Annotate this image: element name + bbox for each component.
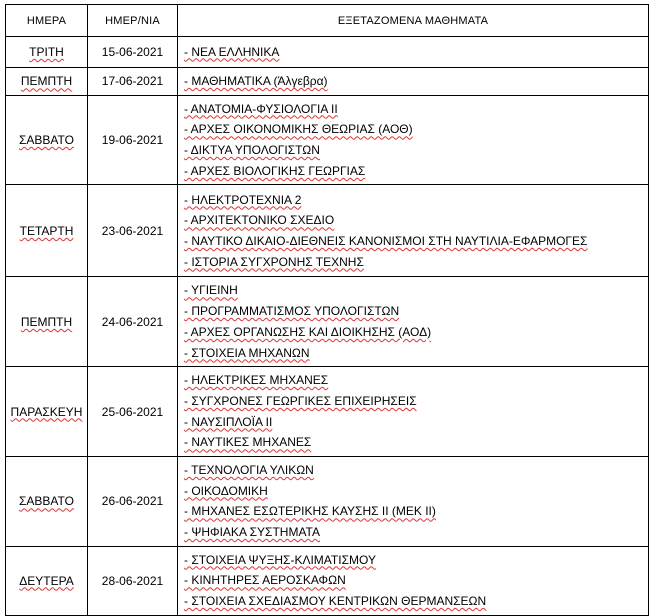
subject-text: - ΣΥΓΧΡΟΝΕΣ ΓΕΩΡΓΙΚΕΣ ΕΠΙΧΕΙΡΗΣΕΙΣ [184, 393, 417, 408]
subjects-cell [178, 95, 649, 185]
table-header-row [6, 5, 649, 37]
subject-item [184, 481, 648, 502]
subject-item [184, 570, 648, 591]
subject-text: - ΚΙΝΗΤΗΡΕΣ ΑΕΡΟΣΚΑΦΩΝ [184, 573, 346, 588]
day-cell [6, 277, 88, 367]
subject-text: - ΑΝΑΤΟΜΙΑ-ΦΥΣΙΟΛΟΓΙΑ ΙΙ [184, 101, 338, 116]
day-label: ΤΡΙΤΗ [29, 45, 64, 59]
subject-item [184, 190, 648, 211]
subjects-cell [178, 367, 649, 457]
subject-item [184, 99, 648, 120]
date-cell: 25-06-2021 [88, 367, 178, 457]
table-row [6, 546, 649, 615]
date-cell: 19-06-2021 [88, 95, 178, 185]
subject-item [184, 71, 648, 92]
subject-text: - ΑΡΧΕΣ ΟΙΚΟΝΟΜΙΚΗΣ ΘΕΩΡΙΑΣ (ΑΟΘ) [184, 122, 413, 137]
table-row [6, 277, 649, 367]
date-cell: 26-06-2021 [88, 456, 178, 546]
subject-text: - ΣΤΟΙΧΕΙΑ ΜΗΧΑΝΩΝ [184, 345, 310, 360]
table-row [6, 95, 649, 185]
header-subjects: ΕΞΕΤΑΖΟΜΕΝΑ ΜΑΘΗΜΑΤΑ [178, 5, 649, 37]
day-cell [6, 546, 88, 615]
subject-text: - ΜΑΘΗΜΑΤΙΚΑ (Άλγεβρα) [184, 74, 328, 88]
date-cell: 15-06-2021 [88, 37, 178, 68]
subjects-cell [178, 456, 649, 546]
subject-text: - ΔΙΚΤΥΑ ΥΠΟΛΟΓΙΣΤΩΝ [184, 143, 320, 158]
table-row [6, 185, 649, 277]
subject-item [184, 42, 648, 63]
day-cell [6, 185, 88, 277]
date-cell: 24-06-2021 [88, 277, 178, 367]
subject-item [184, 210, 648, 231]
table-row [6, 456, 649, 546]
day-label: ΠΕΜΠΤΗ [20, 74, 73, 89]
subject-item [184, 412, 648, 433]
subjects-cell [178, 68, 649, 96]
subject-text: - ΙΣΤΟΡΙΑ ΣΥΓΧΡΟΝΗΣ ΤΕΧΝΗΣ [184, 254, 364, 269]
subject-item [184, 391, 648, 412]
date-cell: 17-06-2021 [88, 68, 178, 96]
subject-item [184, 501, 648, 522]
subject-item [184, 140, 648, 161]
subjects-cell [178, 37, 649, 68]
subject-item [184, 322, 648, 343]
subject-text: - ΗΛΕΚΤΡΟΤΕΧΝΙΑ 2 [184, 192, 302, 207]
day-label: ΤΕΤΑΡΤΗ [19, 223, 74, 238]
subject-text: - ΟΙΚΟΔΟΜΙΚΗ [184, 483, 268, 498]
subject-text: - ΣΤΟΙΧΕΙΑ ΣΧΕΔΙΑΣΜΟΥ ΚΕΝΤΡΙΚΩΝ ΘΕΡΜΑΝΣΕΩΝ [184, 594, 487, 609]
subject-text: - ΥΓΙΕΙΝΗ [184, 283, 238, 298]
subject-item [184, 550, 648, 571]
subject-text: - ΑΡΧΕΣ ΟΡΓΑΝΩΣΗΣ ΚΑΙ ΔΙΟΙΚΗΣΗΣ (ΑΟΔ) [184, 324, 432, 339]
subject-text: - ΝΕΑ ΕΛΛΗΝΙΚΑ [184, 44, 280, 59]
day-cell [6, 37, 88, 68]
table-body [6, 37, 649, 616]
subject-text: - ΨΗΦΙΑΚΑ ΣΥΣΤΗΜΑΤΑ [184, 525, 321, 539]
subjects-cell [178, 277, 649, 367]
subject-text: - ΝΑΥΣΙΠΛΟΪΑ ΙΙ [184, 414, 273, 429]
day-label: ΠΕΜΠΤΗ [20, 314, 73, 329]
subject-text: - ΝΑΥΤΙΚΟ ΔΙΚΑΙΟ-ΔΙΕΘΝΕΙΣ ΚΑΝΟΝΙΣΜΟΙ ΣΤΗ ΝΑΥΤΙΛΙΑ-ΕΦΑΡΜΟΓΕΣ [184, 233, 588, 248]
header-date: ΗΜΕΡ/ΝΙΑ [88, 5, 178, 37]
table-row [6, 68, 649, 96]
day-label: ΠΑΡΑΣΚΕΥΗ [10, 404, 83, 419]
table-row [6, 37, 649, 68]
subject-text: - ΝΑΥΤΙΚΕΣ ΜΗΧΑΝΕΣ [184, 435, 312, 450]
exam-schedule-table [5, 4, 649, 616]
day-cell [6, 68, 88, 96]
table-row [6, 367, 649, 457]
subjects-cell [178, 546, 649, 615]
subject-text: - ΗΛΕΚΤΡΙΚΕΣ ΜΗΧΑΝΕΣ [184, 373, 329, 388]
date-cell: 28-06-2021 [88, 546, 178, 615]
subject-text: - ΣΤΟΙΧΕΙΑ ΨΥΞΗΣ-ΚΛΙΜΑΤΙΣΜΟΥ [184, 552, 376, 567]
subject-item [184, 370, 648, 391]
subject-text: - ΤΕΧΝΟΛΟΓΙΑ ΥΛΙΚΩΝ [184, 462, 314, 477]
date-cell: 23-06-2021 [88, 185, 178, 277]
subject-text: - ΑΡΧΕΣ ΒΙΟΛΟΓΙΚΗΣ ΓΕΩΡΓΙΑΣ [184, 163, 366, 178]
day-cell [6, 367, 88, 457]
subject-item [184, 280, 648, 301]
subject-item [184, 343, 648, 364]
subjects-cell [178, 185, 649, 277]
subject-item [184, 591, 648, 612]
subject-item [184, 432, 648, 453]
day-cell [6, 456, 88, 546]
subject-item [184, 460, 648, 481]
subject-item [184, 252, 648, 273]
subject-item [184, 522, 648, 543]
subject-item [184, 161, 648, 182]
subject-text: - ΜΗΧΑΝΕΣ ΕΣΩΤΕΡΙΚΗΣ ΚΑΥΣΗΣ ΙΙ (ΜΕΚ ΙΙ) [184, 504, 436, 519]
day-label: ΣΑΒΒΑΤΟ [19, 494, 74, 509]
subject-item [184, 231, 648, 252]
subject-item [184, 119, 648, 140]
subject-text: - ΠΡΟΓΡΑΜΜΑΤΙΣΜΟΣ ΥΠΟΛΟΓΙΣΤΩΝ [184, 304, 400, 319]
day-cell [6, 95, 88, 185]
subject-text: - ΑΡΧΙΤΕΚΤΟΝΙΚΟ ΣΧΕΔΙΟ [184, 213, 335, 228]
subject-item [184, 301, 648, 322]
day-label: ΔΕΥΤΕΡΑ [19, 573, 74, 588]
day-label: ΣΑΒΒΑΤΟ [19, 133, 74, 148]
header-day: ΗΜΕΡΑ [6, 5, 88, 37]
